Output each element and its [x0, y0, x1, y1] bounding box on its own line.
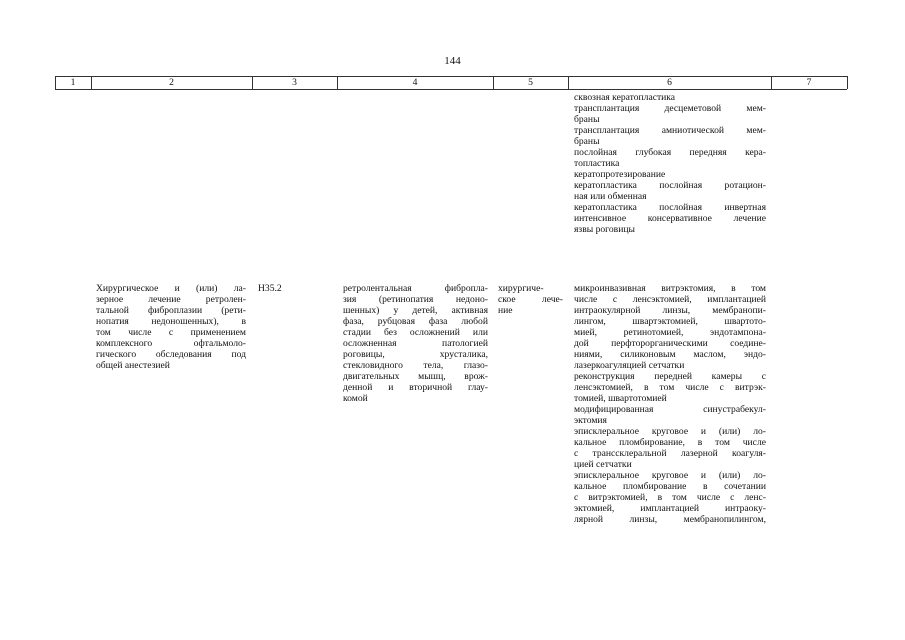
treatment-methods	[574, 283, 766, 525]
text-line: кальное пломбирование в сочетании	[574, 481, 766, 492]
text-line: двигательных мышц, врож-	[343, 371, 488, 382]
text-line: кератопластика послойная инвертная	[574, 202, 766, 213]
page-number: 144	[444, 55, 461, 67]
patient-model-description	[343, 283, 488, 404]
text-line: модифицированная синустрабекул-	[574, 404, 766, 415]
text-line: шенных) у детей, активная	[343, 305, 488, 316]
text-line: эктомией, имплантацией интраоку-	[574, 503, 766, 514]
text-line: трансплантация амниотической мем-	[574, 125, 766, 136]
column-number-1: 1	[70, 77, 76, 88]
text-line: тальной фиброплазии (рети-	[96, 305, 246, 316]
text-line: ретролентальная фиброплa-	[343, 283, 488, 294]
column-number-4: 4	[412, 77, 418, 88]
text-line: осложненная патологией	[343, 338, 488, 349]
text-line: микроинвазивная витрэктомия, в том	[574, 283, 766, 294]
text-line: интраокулярной линзы, мембранопи-	[574, 305, 766, 316]
text-line: цией сетчатки	[574, 459, 632, 470]
continuation-treatment-methods	[574, 92, 766, 235]
text-line: комой	[343, 393, 368, 404]
text-line: эписклеральное круговое и (или) ло-	[574, 470, 766, 481]
text-line: мией, ретинотомией, эндотампона-	[574, 327, 766, 338]
text-line: том числе с применением	[96, 327, 246, 338]
text-line: стекловидного тела, глазо-	[343, 360, 488, 371]
text-line: ленсэктомией, в том числе с витрэк-	[574, 382, 766, 393]
text-line: нопатия недоношенных), в	[96, 316, 246, 327]
text-line: эписклеральное круговое и (или) ло-	[574, 426, 766, 437]
text-line: хирургиче-	[498, 283, 544, 294]
text-line: топластика	[574, 158, 620, 169]
text-line: ское лече-	[498, 294, 563, 305]
text-line: комплексного офтальмоло-	[96, 338, 246, 349]
text-line: браны	[574, 136, 600, 147]
column-divider	[847, 76, 848, 89]
text-line: лазеркоагуляцией сетчатки	[574, 360, 685, 371]
text-line: кератопротезирование	[574, 169, 666, 180]
header-bottom-rule	[55, 89, 847, 90]
text-line: зерное лечение ретролен-	[96, 294, 246, 305]
text-line: H35.2	[258, 283, 282, 294]
text-line: гического обследования под	[96, 349, 246, 360]
text-line: лярной линзы, мембранопилингом,	[574, 514, 766, 525]
text-line: зия (ретинопатия недоно-	[343, 294, 488, 305]
text-line: Хирургическое и (или) ла-	[96, 283, 246, 294]
text-line: с транссклеральной лазерной коагуля-	[574, 448, 766, 459]
text-line: интенсивное консервативное лечение	[574, 213, 766, 224]
text-line: язвы роговицы	[574, 224, 635, 235]
text-line: с витрэктомией, в том числе с ленс-	[574, 492, 766, 503]
text-line: лингом, швартэктомией, швартото-	[574, 316, 766, 327]
text-line: браны	[574, 114, 600, 125]
text-line: ние	[498, 305, 513, 316]
treatment-kind	[498, 283, 563, 316]
text-line: реконструкция передней камеры с	[574, 371, 766, 382]
text-line: послойная глубокая передняя кера-	[574, 147, 766, 158]
column-number-3: 3	[292, 77, 297, 88]
column-number-5: 5	[528, 77, 533, 88]
text-line: ная или обменная	[574, 191, 647, 202]
text-line: томией, швартотомией	[574, 393, 667, 404]
text-line: кальное пломбирование, в том числе	[574, 437, 766, 448]
column-number-7: 7	[806, 77, 812, 88]
text-line: числе с ленсэктомией, имплантацией	[574, 294, 766, 305]
text-line: кератопластика послойная ротацион-	[574, 180, 766, 191]
text-line: трансплантация десцеметовой мем-	[574, 103, 766, 114]
text-line: дой перфторорганическими соедине-	[574, 338, 766, 349]
icd-code	[258, 283, 333, 294]
text-line: роговицы, хрусталика,	[343, 349, 488, 360]
text-line: общей анестезией	[96, 360, 170, 371]
column-number-6: 6	[667, 77, 672, 88]
text-line: фаза, рубцовая фаза любой	[343, 316, 488, 327]
text-line: стадии без осложнений или	[343, 327, 488, 338]
text-line: эктомия	[574, 415, 607, 426]
text-line: ниями, силиконовым маслом, эндо-	[574, 349, 766, 360]
column-number-2: 2	[169, 77, 174, 88]
text-line: денной и вторичной глау-	[343, 382, 488, 393]
text-line: сквозная кератопластика	[574, 92, 676, 103]
treatment-type-description	[96, 283, 246, 371]
